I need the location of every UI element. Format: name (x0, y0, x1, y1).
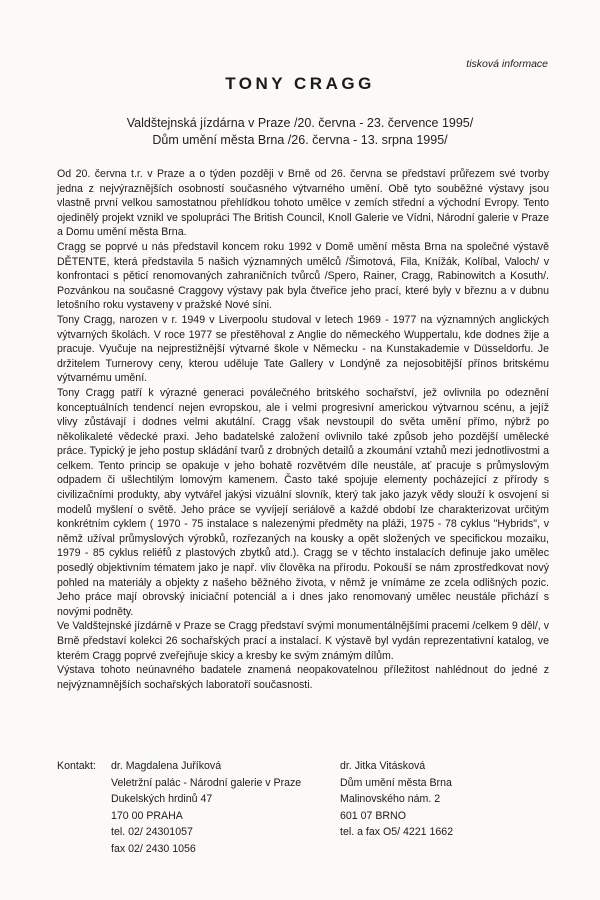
paragraph: Výstava tohoto neúnavného badatele znamená neopakovatelnou příležitost nahlédnout do jedné z nejvýznamnějších sochařských laboratoří současnosti. (57, 664, 549, 691)
contacts-label: Kontakt: (57, 760, 96, 772)
document-label: tisková informace (466, 58, 548, 70)
contact-line: Veletržní palác - Národní galerie v Praze (111, 776, 302, 789)
venue-prague: Valdštejnská jízdárna v Praze /20. června - 23. července 1995/ (126, 116, 474, 130)
contact-line: fax 02/ 2430 1056 (111, 842, 196, 855)
contact-line: 170 00 PRAHA (111, 809, 183, 822)
contact-line: Malinovského nám. 2 (340, 793, 441, 806)
paragraph: Cragg se poprvé u nás představil koncem roku 1992 v Domě umění města Brna na společné výstavě DĚTENTE, která představila 5 našich významných umělců /Šimotová, Fila, Knížák, Kolíbal, Valoch/ v konfrontaci s pěticí renomovaných zahraničních tvůrců /Spero, Rainer, Cragg, Rabinowitch a Kosuth/. Pozvánkou na současné Craggovy výstavy pak byla čtveřice jeho prací, které byly v březnu a v dubnu letošního roku vystaveny v pražské Nové síni. (57, 240, 549, 312)
page-title: TONY CRAGG (225, 74, 375, 93)
paragraph: Od 20. června t.r. v Praze a o týden později v Brně od 26. června se představí průřezem své tvorby jedna z nejvýraznějších osobností současného výtvarného umění. Obě tyto souběžné výstavy jsou vlastně první velkou samostatnou přehlídkou tohoto umělce v zemích střední a východní Evropy. Tento ojedinělý projekt vznikl ve spolupráci The British Council, Knoll Galerie ve Vídni, Národní galerie v Praze a Domu umění města Brna. (57, 168, 549, 239)
paragraph: Tony Cragg patří k výrazné generaci poválečného britského sochařství, jež ovlivnila po odeznění konceptuálních tendencí nejen evropskou, ale i velmi progresivní americkou výtvarnou scénu, a jejíž vlivy zůstávají i dodnes velmi akutální. Cragg však nevstoupil do světa umění přímo, nýbrž po několikaleté vědecké praxi. Jeho badatelské založení ovlivnilo také způsob jeho pozdější umělecké práce. Typický je jeho postup skládání tvarů z drobných detailů a zkoumání vztahů mezi jednotlivostmi a celkem. Tento princip se opakuje v jeho bohatě rozvětvém díle neustále, ať pracuje s průmyslovým odpadem či ušlechtilým lomovým kamenem. Často také spojuje elementy pocházející z přírody s civilizačními produkty, aby vytvářel jakýsi vizuální slovník, který tak jako jazyk vědy slouží k osvojení si modelů myšlení o světě. Jeho práce se vyvíjejí seriálově a každé období lze charakterizovat určitým konkrétním cyklem ( 1970 - 75 instalace s nalezenými předměty na pláži, 1975 - 78 cyklus "Hybrids", v němž užíval průmyslových výrobků, rozřezaných na kousky a opět složených ve specifickou mozaiku, 1979 - 85 cyklus reliéfů z plastových zbytků atd.). Cragg se v těchto instalacích definuje jako umělec posedlý objektivním tématem jako je např. vliv člověka na přírodu. Pokouší se nám zprostředkovat nový pohled na materiály a objekty z našeho běžného života, v němž je vnímáme ze zcela odlišných pozic. Jeho práce mají obrovský iniciační potenciál a i dnes jako renomovaný umělec neustále přichází s novými podněty. (57, 386, 549, 618)
paragraph: Tony Cragg, narozen v r. 1949 v Liverpoolu studoval v letech 1969 - 1977 na významných anglických výtvarných školách. V roce 1977 se přestěhoval z Anglie do německého Wuppertalu, kde dodnes žije a pracuje. Vyučuje na nejprestižnější výtvarné škole v Německu - na Kunstakademie v Düsseldorfu. Je držitelem Turnerovy ceny, kterou uděluje Tate Gallery v Londýně za nejosobitější přínos britskému výtvarnému umění. (57, 313, 549, 385)
contact-line: tel. a fax O5/ 4221 1662 (340, 826, 454, 839)
contact-line: tel. 02/ 24301057 (111, 826, 193, 839)
paragraph: Ve Valdštejnské jízdárně v Praze se Cragg představí svými monumentálnějšími pracemi /celkem 9 děl/, v Brně představí kolekci 26 sochařských prací a instalací. K výstavě byl vydán reprezentativní katalog, ve kterém Cragg poprvé zveřejňuje skicy a kresby ke svým známým dílům. (57, 620, 549, 662)
venue-brno: Dům umění města Brna /26. června - 13. srpna 1995/ (152, 133, 448, 147)
contact-prague (111, 758, 341, 858)
contact-line: 601 07 BRNO (340, 809, 406, 822)
contact-brno (340, 758, 540, 841)
article-body (57, 167, 549, 692)
contact-line: Dukelských hrdinů 47 (111, 793, 213, 806)
contact-line: Dům umění města Brna (340, 776, 452, 789)
contact-line: dr. Magdalena Juříková (111, 760, 222, 772)
contact-line: dr. Jitka Vitásková (340, 760, 426, 772)
